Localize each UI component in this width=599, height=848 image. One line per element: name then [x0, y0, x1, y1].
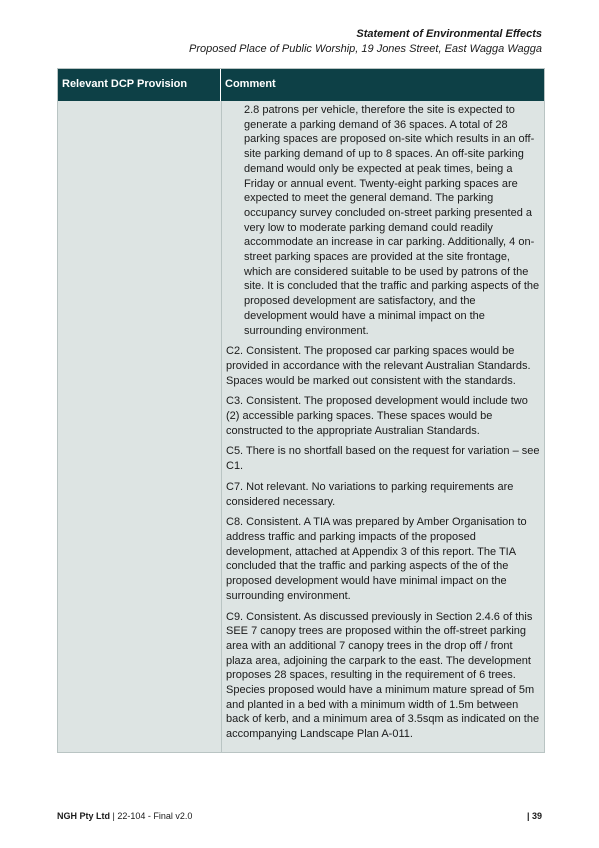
- comment-paragraph-c7: C7. Not relevant. No variations to parking requirements are considered necessary.: [226, 480, 514, 508]
- column-header-comment: Comment: [225, 78, 276, 90]
- footer-page-number: [527, 811, 542, 821]
- dcp-table: [57, 68, 545, 753]
- comment-paragraph-c8: C8. Consistent. A TIA was prepared by Amber Organisation to address traffic and parking impacts of the proposed development, attached at Appendix 3 of this report. The TIA concluded that the traffic and parking aspects of the of the proposed development would have minimal impact on the surrounding environment.: [226, 516, 527, 602]
- footer-left: [57, 811, 192, 821]
- table-header-row: [58, 69, 544, 101]
- comment-paragraph-c9: C9. Consistent. As discussed previously in Section 2.4.6 of this SEE 7 canopy trees are proposed within the off-street parking area with an additional 7 canopy trees in the drop off / front plaza area, adjoining the carpark to the east. The development proposes 28 spaces, resulting in the requirement of 6 trees. Species proposed would have a minimum mature spread of 5m and planted in a bed with a minimum width of 1.5m between back of kerb, and a minimum area of 3.5sqm as indicated on the accompanying Landscape Plan A-011.: [226, 610, 540, 741]
- comment-cell: [222, 101, 544, 752]
- document-subtitle: Proposed Place of Public Worship, 19 Jones Street, East Wagga Wagga: [188, 43, 542, 55]
- comment-paragraph-c5: C5. There is no shortfall based on the request for variation – see C1.: [226, 445, 540, 473]
- provision-cell: [58, 101, 222, 752]
- page-header: [189, 27, 542, 56]
- table-row: [58, 101, 544, 752]
- footer-doc-ref: | 22-104 - Final v2.0: [110, 811, 193, 821]
- footer-company: NGH Pty Ltd: [57, 811, 110, 821]
- column-header-provision: Relevant DCP Provision: [58, 69, 221, 101]
- comment-paragraph-c2: C2. Consistent. The proposed car parking spaces would be provided in accordance with the relevant Australian Standards. Spaces would be marked out consistent with the standards.: [226, 345, 531, 387]
- page-number: | 39: [526, 811, 542, 821]
- page-footer: [57, 811, 542, 821]
- document-title: Statement of Environmental Effects: [356, 28, 542, 40]
- comment-paragraph-c3: C3. Consistent. The proposed development would include two (2) accessible parking spaces. These spaces would be constructed to the appropriate Australian Standards.: [226, 395, 528, 437]
- continuation-paragraph: 2.8 patrons per vehicle, therefore the site is expected to generate a parking demand of 36 spaces. A total of 28 parking spaces are proposed on-site which results in an off-site parking demand of up to 8 spaces. An off-site parking demand would only be expected at peak times, being a Friday or annual event. Twenty-eight parking spaces are expected to meet the general demand. The parking occupancy survey concluded on-street parking presented a very low to moderate parking demand could readily accommodate an increase in car parking. Additionally, 4 on-street parking spaces are provided at the site frontage, which are considered suitable to be used by patrons of the site. It is concluded that the traffic and parking aspects of the proposed development are satisfactory, and the development would have a minimal impact on the surrounding environment.: [244, 104, 540, 337]
